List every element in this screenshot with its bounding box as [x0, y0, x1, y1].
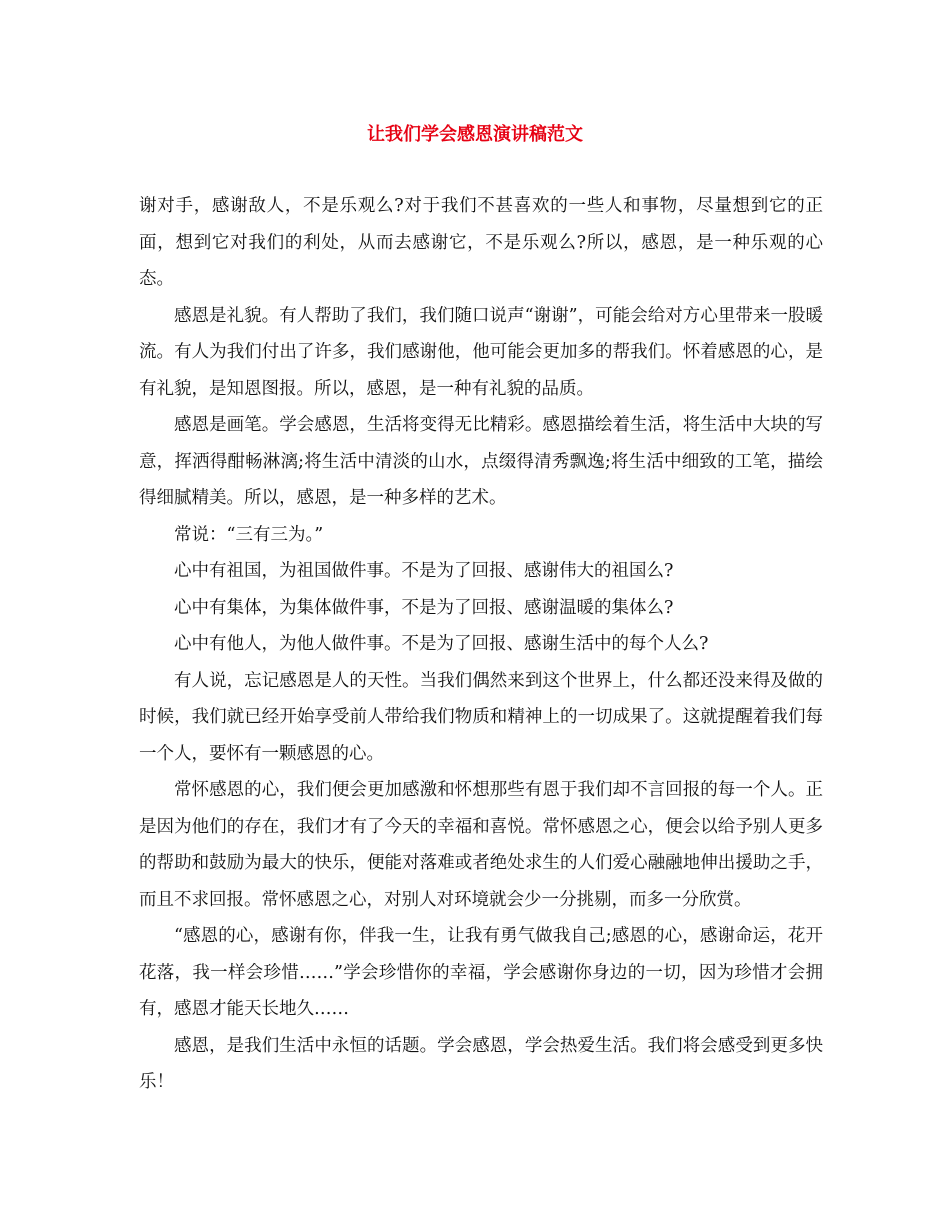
paragraph-9: 常怀感恩的心，我们便会更加感激和怀想那些有恩于我们却不言回报的每一个人。正是因为他们的存在，我们才有了今天的幸福和喜悦。常怀感恩之心，便会以给予别人更多的帮助和鼓励为最大的快乐，便能对落难或者绝处求生的人们爱心融融地伸出援助之手，而且不求回报。常怀感恩之心，对别人对环境就会少一分挑剔，而多一分欣赏。: [139, 780, 823, 910]
paragraph-1: 谢对手，感谢敌人，不是乐观么?对于我们不甚喜欢的一些人和事物，尽量想到它的正面，想到它对我们的利处，从而去感谢它，不是乐观么?所以，感恩，是一种乐观的心态。: [139, 196, 823, 289]
paragraph-7: 心中有他人，为他人做件事。不是为了回报、感谢生活中的每个人么?: [174, 634, 709, 654]
paragraph-10: “感恩的心，感谢有你，伴我一生，让我有勇气做我自己;感恩的心，感谢命运，花开花落，我一样会珍惜……”学会珍惜你的幸福，学会感谢你身边的一切，因为珍惜才会拥有，感恩才能天长地久……: [139, 926, 823, 1019]
paragraph-4: 常说：“三有三为。”: [174, 524, 324, 545]
document-body: [139, 188, 823, 1101]
paragraph-5: 心中有祖国，为祖国做件事。不是为了回报、感谢伟大的祖国么?: [174, 561, 674, 581]
paragraph-11: 感恩，是我们生活中永恒的话题。学会感恩，学会热爱生活。我们将会感受到更多快乐！: [139, 1035, 823, 1092]
paragraph-2: 感恩是礼貌。有人帮助了我们，我们随口说声“谢谢”，可能会给对方心里带来一股暖流。有人为我们付出了许多，我们感谢他，他可能会更加多的帮我们。怀着感恩的心，是有礼貌，是知恩图报。所以，感恩，是一种有礼貌的品质。: [139, 305, 823, 399]
document-title: 让我们学会感恩演讲稿范文: [367, 124, 583, 145]
paragraph-8: 有人说，忘记感恩是人的天性。当我们偶然来到这个世界上，什么都还没来得及做的时候，我们就已经开始享受前人带给我们物质和精神上的一切成果了。这就提醒着我们每一个人，要怀有一颗感恩的心。: [139, 670, 823, 764]
paragraph-3: 感恩是画笔。学会感恩，生活将变得无比精彩。感恩描绘着生活，将生活中大块的写意，挥洒得酣畅淋漓;将生活中清淡的山水，点缀得清秀飘逸;将生活中细致的工笔，描绘得细腻精美。所以，感恩，是一种多样的艺术。: [139, 415, 823, 508]
paragraph-6: 心中有集体，为集体做件事，不是为了回报、感谢温暖的集体么?: [174, 597, 674, 618]
